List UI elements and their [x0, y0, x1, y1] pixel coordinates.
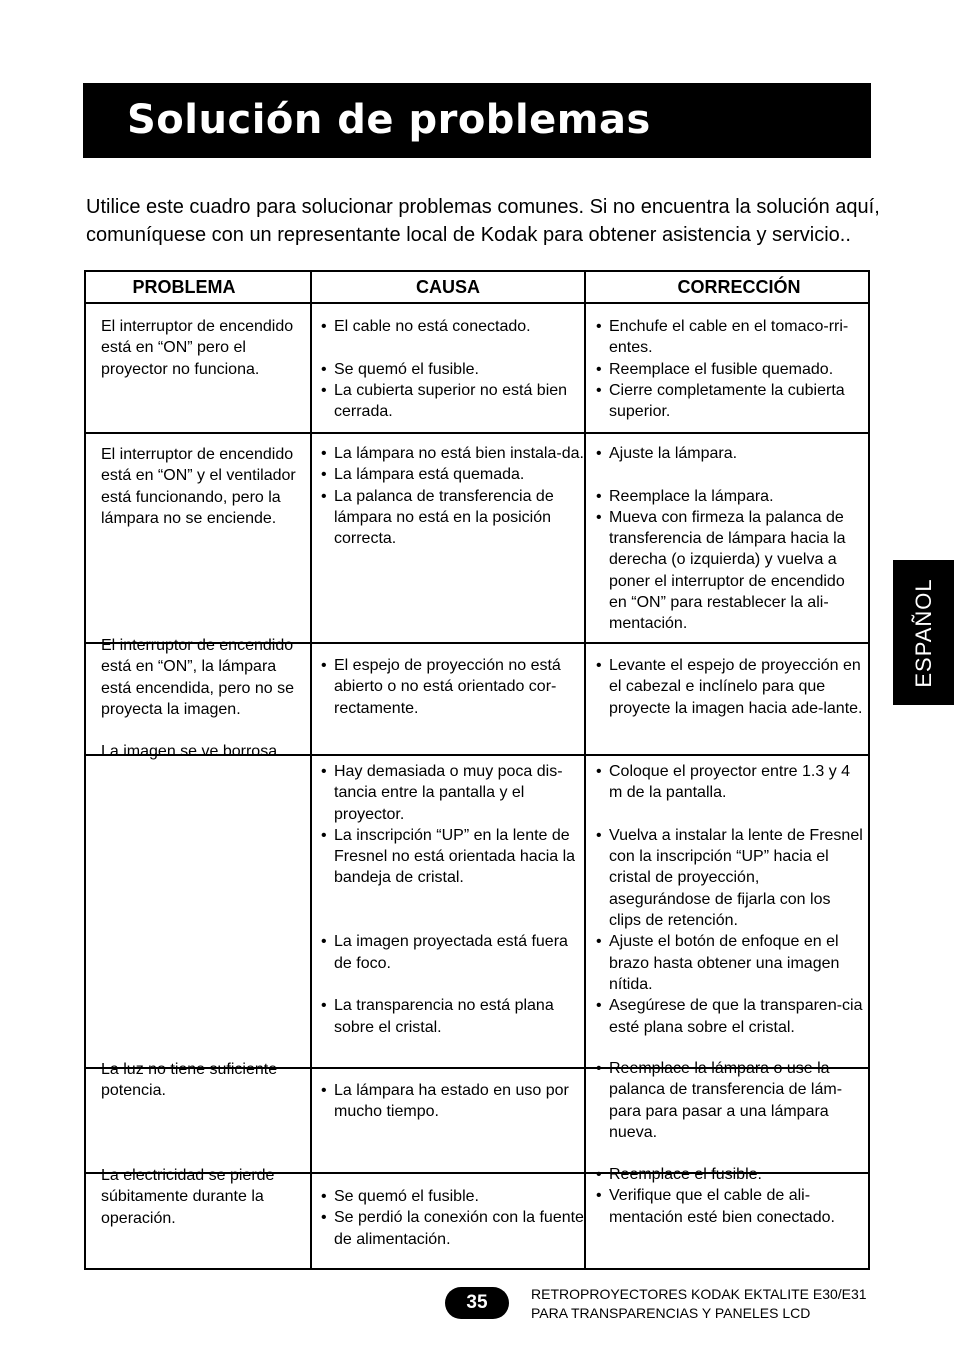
problem-text: La imagen se ve borrosa.: [101, 743, 282, 760]
correction-cell: [594, 761, 864, 1038]
correction-item: • Asegúrese de que la transparen-cia esté plana sobre el cristal.: [594, 995, 864, 1038]
cause-item: • La lámpara ha estado en uso por mucho tiempo.: [319, 1080, 584, 1123]
header-divider: [84, 302, 870, 304]
intro-paragraph: Utilice este cuadro para solucionar problemas comunes. Si no encuentra la solución aquí, comuníquese con un representante local de Kodak para obtener asistencia y servicio..: [86, 196, 880, 246]
footer: [531, 1285, 867, 1323]
problem-cell: [101, 635, 309, 720]
correction-item: • Vuelva a instalar la lente de Fresnel con la inscripción “UP” hacia el cristal de proyección, asegurándose de fijarla con los clips de retención.: [594, 825, 864, 931]
correction-item: • Cierre completamente la cubierta superior.: [594, 380, 864, 423]
header-problema: PROBLEMA: [132, 277, 236, 297]
cause-item: • La cubierta superior no está bien cerrada.: [319, 380, 584, 423]
cause-cell: [319, 316, 584, 422]
correction-cell: [594, 443, 864, 635]
header-causa: CAUSA: [415, 277, 480, 297]
correction-cell: [594, 316, 864, 422]
problem-cell: [101, 741, 309, 762]
page-number: 35: [445, 1287, 509, 1319]
title-bar: [83, 83, 871, 158]
cause-cell: [319, 655, 584, 719]
correction-item: • Reemplace la lámpara o use la palanca de transferencia de lám-para para pasar a una lámpara nueva.: [594, 1058, 864, 1143]
cause-cell: [319, 1080, 584, 1123]
cause-cell: [319, 1186, 584, 1250]
problem-cell: [101, 1059, 309, 1102]
column-divider: [310, 270, 312, 1270]
cause-item: • La lámpara no está bien instala-da.: [319, 443, 584, 464]
correction-item: • Ajuste el botón de enfoque en el brazo hasta obtener una imagen nítida.: [594, 931, 864, 995]
page-title: Solución de problemas: [127, 97, 651, 143]
correction-item: • Levante el espejo de proyección en el cabezal e inclínelo para que proyecte la imagen hacia ade-lante.: [594, 655, 864, 719]
correction-cell: [594, 1058, 864, 1143]
cause-item: • El espejo de proyección no está abierto o no está orientado cor-rectamente.: [319, 655, 584, 719]
problem-cell: [101, 444, 309, 529]
problem-cell: [101, 316, 309, 380]
cause-cell: [319, 761, 584, 1038]
language-tab-label: ESPAÑOL: [910, 577, 936, 688]
row-divider: [84, 432, 870, 434]
correction-item: • Enchufe el cable en el tomaco-rri-entes.: [594, 316, 864, 359]
cause-item: • La inscripción “UP” en la lente de Fresnel no está orientada hacia la bandeja de cristal.: [319, 825, 584, 889]
correction-item: • Coloque el proyector entre 1.3 y 4 m de la pantalla.: [594, 761, 864, 804]
cause-item: • Se quemó el fusible.: [319, 1186, 584, 1207]
correction-item: • Mueva con firmeza la palanca de transferencia de lámpara hacia la derecha (o izquierda) y vuelva a poner el interruptor de encendido en “ON” para restablecer la ali-mentación.: [594, 507, 864, 635]
correction-item: • Reemplace el fusible quemado.: [594, 359, 864, 380]
cause-item: • Se perdió la conexión con la fuente de alimentación.: [319, 1207, 584, 1250]
correction-item: • Reemplace la lámpara.: [594, 486, 864, 507]
correction-cell: [594, 655, 864, 719]
cause-item: • Hay demasiada o muy poca dis-tancia entre la pantalla y el proyector.: [319, 761, 584, 825]
column-divider: [584, 270, 586, 1270]
cause-item: • La imagen proyectada está fuera de foco.: [319, 931, 584, 974]
correction-item: • Verifique que el cable de ali-mentación esté bien conectado.: [594, 1185, 864, 1228]
cause-item: • La transparencia no está plana sobre el cristal.: [319, 995, 584, 1038]
cause-item: • La palanca de transferencia de lámpara no está en la posición correcta.: [319, 486, 584, 550]
cause-item: • La lámpara está quemada.: [319, 464, 584, 485]
correction-item: • Reemplace el fusible.: [594, 1164, 864, 1185]
problem-text: La luz no tiene suficiente potencia.: [101, 1061, 278, 1100]
footer-line: PARA TRANSPARENCIAS Y PANELES LCD: [531, 1305, 811, 1321]
footer-line: RETROPROYECTORES KODAK EKTALITE E30/E31: [531, 1286, 867, 1302]
problem-text: El interruptor de encendido está en “ON”, la lámpara está encendida, pero no se proyecta la imagen.: [101, 637, 295, 718]
cause-cell: [319, 443, 584, 549]
correction-cell: [594, 1164, 864, 1228]
problem-text: El interruptor de encendido está en “ON” y el ventilador está funcionando, pero la lámpara no se enciende.: [101, 446, 296, 527]
problem-text: La electricidad se pierde súbitamente durante la operación.: [101, 1167, 275, 1227]
cause-item: • Se quemó el fusible.: [319, 359, 584, 380]
header-correccion: CORRECCIÓN: [677, 277, 801, 297]
problem-cell: [101, 1165, 309, 1229]
problem-text: El interruptor de encendido está en “ON” pero el proyector no funciona.: [101, 318, 294, 378]
cause-item: • El cable no está conectado.: [319, 316, 584, 337]
correction-item: • Ajuste la lámpara.: [594, 443, 864, 464]
language-tab: [893, 560, 954, 705]
